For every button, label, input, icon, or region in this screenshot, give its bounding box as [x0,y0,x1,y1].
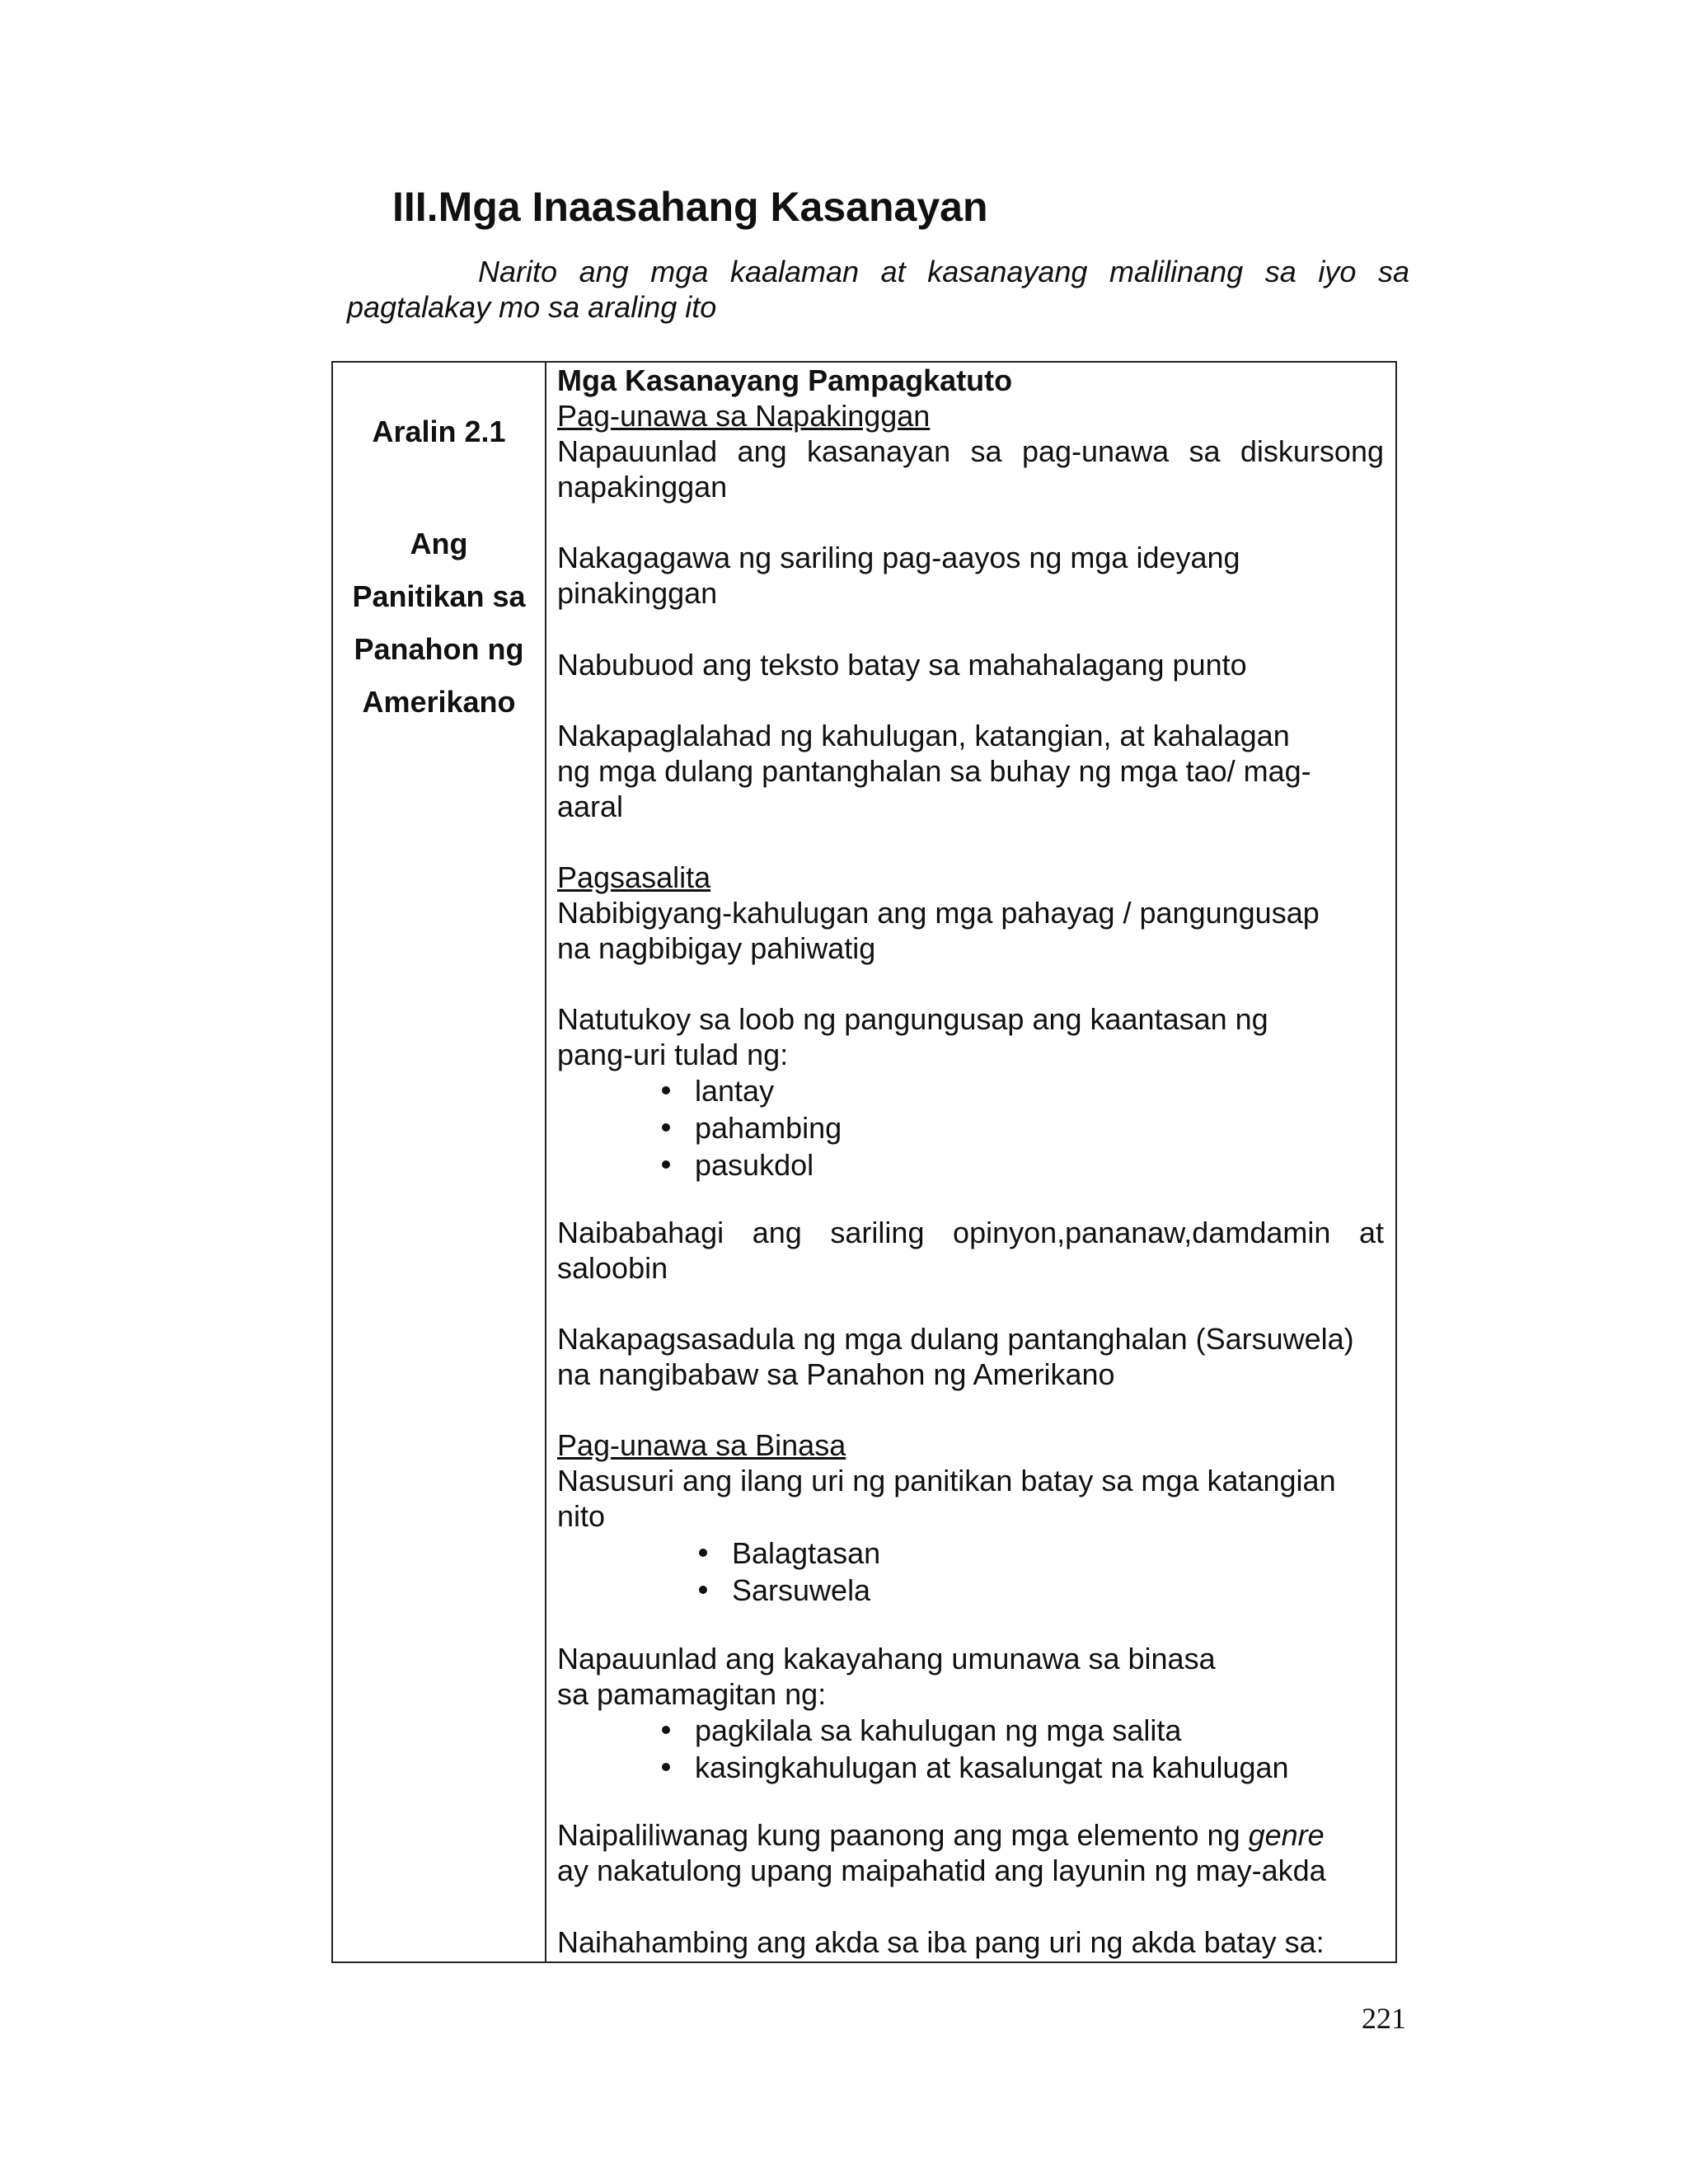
bullet-icon [662,1086,670,1094]
column-divider [545,363,546,1961]
skill-line: Nabibigyang-kahulugan ang mga pahayag / pangungusap [557,896,1320,930]
bullet-icon [662,1123,670,1132]
intro-line: pagtalakay mo sa araling ito [347,290,717,324]
skill-line: ay nakatulong upang maipahatid ang layunin ng may-akda [557,1854,1326,1887]
skill-line: pang-uri tulad ng: [557,1038,789,1071]
skill-line: Naibabahagi ang sariling opinyon,pananaw,damdamin at [557,1216,1384,1249]
skill-line: na nagbibigay pahiwatig [557,931,876,965]
skill-line: napakinggan [557,470,728,504]
skill-line: na nangibabaw sa Panahon ng Amerikano [557,1357,1115,1391]
skill-line: Natutukoy sa loob ng pangungusap ang kaantasan ng [557,1002,1268,1036]
skill-line: ng mga dulang pantanghalan sa buhay ng mga tao/ mag- [557,754,1311,788]
skill-line: Nasusuri ang ilang uri ng panitikan batay sa mga katangian [557,1464,1336,1497]
skill-line: Nakapaglalahad ng kahulugan, katangian, at kahalagan [557,719,1290,752]
skill-line: Naipaliliwanag kung paanong ang mga elemento ng genre [557,1818,1325,1852]
skill-line: Napauunlad ang kakayahang umunawa sa binasa [557,1642,1216,1675]
list-item: pahambing [662,1110,842,1146]
intro-line: Narito ang mga kaalaman at kasanayang malilinang sa iyo sa [478,255,1409,288]
lesson-title-line: Ang [410,527,468,560]
listening-title: Pag-unawa sa Napakinggan [557,399,931,433]
list-item: Balagtasan [699,1535,880,1571]
skill-line: nito [557,1499,606,1533]
bullet-icon [699,1549,707,1557]
list-item: lantay [662,1073,774,1108]
lesson-title-line: Panahon ng [354,632,524,666]
skills-heading: Mga Kasanayang Pampagkatuto [557,363,1013,397]
lesson-title-line: Amerikano [362,685,516,719]
lesson-title-line: Panitikan sa [352,579,526,613]
bullet-icon [699,1586,707,1594]
skill-line: Naihahambing ang akda sa iba pang uri ng akda batay sa: [557,1925,1325,1959]
lesson-title [333,518,545,729]
skill-line: Nakapagsasadula ng mga dulang pantanghalan (Sarsuwela) [557,1322,1354,1356]
skill-line: Nabubuod ang teksto batay sa mahahalagang punto [557,648,1247,682]
section-heading: III.Mga Inaasahang Kasanayan [392,184,988,230]
bullet-icon [662,1160,670,1169]
list-item: pagkilala sa kahulugan ng mga salita [662,1713,1181,1748]
bullet-icon [662,1763,670,1771]
skill-line: Nakagagawa ng sariling pag-aayos ng mga ideyang [557,541,1240,574]
skill-line: pinakinggan [557,576,718,610]
skills-table [331,361,1397,1963]
list-item: Sarsuwela [699,1572,870,1608]
genre-term: genre [1248,1818,1325,1852]
skill-line: Napauunlad ang kasanayan sa pag-unawa sa diskursong [557,434,1384,468]
skill-line: aaral [557,790,624,823]
intro-paragraph [347,254,1409,325]
speaking-title: Pagsasalita [557,860,711,894]
lesson-number: Aralin 2.1 [372,415,506,448]
bullet-icon [662,1726,670,1734]
skill-line: sa pamamagitan ng: [557,1677,827,1711]
list-item: pasukdol [662,1147,814,1183]
skill-line: saloobin [557,1251,668,1285]
reading-title: Pag-unawa sa Binasa [557,1428,846,1462]
list-item: kasingkahulugan at kasalungat na kahulugan [662,1750,1289,1785]
page-number: 221 [1362,2002,1406,2035]
